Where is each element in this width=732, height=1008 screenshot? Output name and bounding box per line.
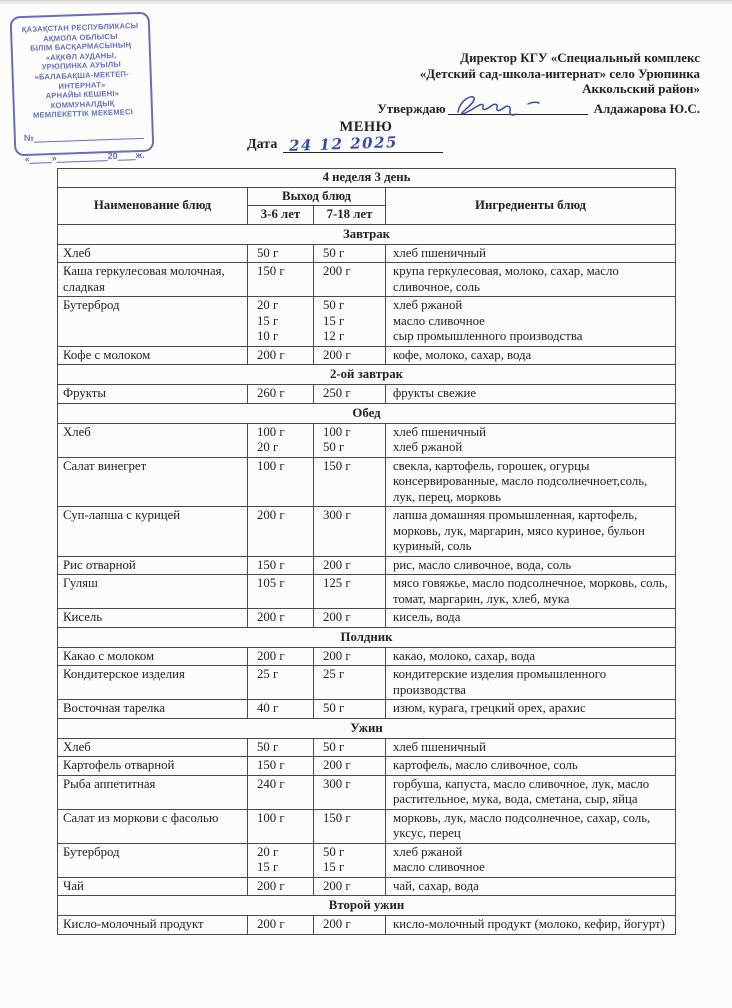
ingredients-cell xyxy=(386,297,676,347)
portion-3-6-cell-line: 105 г xyxy=(257,576,285,590)
ingredients-cell-line: картофель, масло сливочное, соль xyxy=(393,758,578,772)
portion-3-6-cell xyxy=(248,346,314,365)
portion-7-18-cell-line: 150 г xyxy=(323,458,351,473)
ingredients-cell xyxy=(386,385,676,404)
ingredients-cell xyxy=(386,423,676,457)
portion-7-18-cell xyxy=(314,916,386,935)
stamp-line: «БАЛАБАҚША-МЕКТЕП-ИНТЕРНАТ» xyxy=(34,69,129,91)
portion-3-6-cell-line: 50 г xyxy=(257,245,279,260)
stamp-line: УРЮПИНКА АУЫЛЫ xyxy=(41,60,122,72)
dish-name-cell-line: Салат винегрет xyxy=(63,458,147,473)
stamp-month-blank xyxy=(56,151,107,163)
dish-name-cell-line: Бутерброд xyxy=(63,844,120,859)
ingredients-cell-line: кондитерские изделия промышленного производства xyxy=(393,667,607,697)
column-header-row xyxy=(58,187,676,206)
portion-3-6-cell-line: 200 г xyxy=(257,347,285,362)
page-title: МЕНЮ xyxy=(339,119,393,135)
portion-7-18-cell-line: 250 г xyxy=(323,386,351,400)
col-header-age-7-18: 7-18 лет xyxy=(314,206,386,225)
portion-7-18-cell-line: 200 г xyxy=(323,648,351,663)
portion-7-18-cell-line: 300 г xyxy=(323,508,351,522)
portion-7-18-cell-line: 200 г xyxy=(323,264,351,278)
ingredients-cell xyxy=(386,700,676,719)
portion-3-6-cell xyxy=(248,809,314,843)
ingredients-cell-line: хлеб ржаной xyxy=(393,298,463,312)
stamp-year-suffix: ж. xyxy=(135,149,145,161)
portion-3-6-cell xyxy=(248,457,314,507)
portion-3-6-cell xyxy=(248,666,314,700)
portion-7-18-cell-line: 200 г xyxy=(323,610,351,624)
dish-name-cell-line: Кофе с молоком xyxy=(63,347,151,362)
portion-7-18-cell-line: 100 г xyxy=(323,424,351,439)
portion-7-18-cell xyxy=(314,507,386,557)
scan-artifact xyxy=(0,0,732,5)
dish-row xyxy=(58,423,676,457)
dish-row xyxy=(58,263,676,297)
menu-table-body xyxy=(58,169,676,935)
portion-7-18-cell-line: 200 г xyxy=(323,557,351,572)
portion-7-18-cell xyxy=(314,609,386,628)
ingredients-cell-line: мясо говяжье, масло подсолнечное, морковь, соль, томат, маргарин, лук, хлеб, мука xyxy=(393,576,668,606)
portion-7-18-cell xyxy=(314,738,386,757)
ingredients-cell-line: крупа геркулесовая, молоко, сахар, масло сливочное, соль xyxy=(393,264,619,294)
ingredients-cell-line: хлеб ржаной xyxy=(393,440,463,454)
portion-7-18-cell xyxy=(314,700,386,719)
stamp-line: КОММУНАЛДЫҚ xyxy=(50,98,115,110)
portion-3-6-cell xyxy=(248,575,314,609)
approval-line-2: «Детский сад-школа-интернат» село Урюпинка xyxy=(419,65,700,81)
ingredients-cell-line: лапша домашняя промышленная, картофель, морковь, лук, маргарин, мясо куриное, бульон куриный, соль xyxy=(393,508,645,553)
ingredients-cell xyxy=(386,775,676,809)
dish-name-cell-line: Салат из моркови с фасолью xyxy=(63,810,219,825)
dish-name-cell xyxy=(58,609,248,628)
meal-section-row xyxy=(58,403,676,423)
dish-name-cell-line: Бутерброд xyxy=(63,298,120,312)
dish-name-cell xyxy=(58,457,248,507)
ingredients-cell-line: хлеб ржаной xyxy=(393,844,463,859)
meal-section-title: Полдник xyxy=(58,627,676,647)
dish-name-cell xyxy=(58,916,248,935)
ingredients-cell xyxy=(386,666,676,700)
ingredients-cell xyxy=(386,647,676,666)
dish-name-cell-line: Чай xyxy=(63,878,84,893)
col-header-ingredients: Ингредиенты блюд xyxy=(386,187,676,224)
meal-section-row xyxy=(58,627,676,647)
portion-7-18-cell xyxy=(314,877,386,896)
dish-name-cell xyxy=(58,556,248,575)
portion-7-18-cell-line: 125 г xyxy=(323,576,351,590)
portion-7-18-cell xyxy=(314,666,386,700)
portion-3-6-cell-line: 20 г xyxy=(257,844,279,859)
approval-line-1: Директор КГУ «Специальный комплекс xyxy=(460,50,700,65)
portion-7-18-cell xyxy=(314,457,386,507)
dish-row xyxy=(58,244,676,263)
portion-7-18-cell xyxy=(314,843,386,877)
stamp-line: МЕМЛЕКЕТТІК МЕКЕМЕСІ xyxy=(32,107,134,121)
portion-7-18-cell xyxy=(314,775,386,809)
dish-row xyxy=(58,556,676,575)
ingredients-cell-line: масло сливочное xyxy=(393,313,485,328)
dish-name-cell xyxy=(58,297,248,347)
dish-name-cell-line: Хлеб xyxy=(63,245,91,260)
meal-section-title: Завтрак xyxy=(58,224,676,244)
portion-7-18-cell-line: 200 г xyxy=(323,917,351,931)
portion-3-6-cell xyxy=(248,609,314,628)
dish-name-cell-line: Картофель отварной xyxy=(63,758,175,772)
portion-3-6-cell-line: 100 г xyxy=(257,810,285,825)
portion-3-6-cell-line: 150 г xyxy=(257,758,285,772)
stamp-text-lines xyxy=(17,21,146,121)
dish-name-cell xyxy=(58,700,248,719)
portion-7-18-cell-line: 300 г xyxy=(323,776,351,791)
portion-7-18-cell-line: 50 г xyxy=(323,701,345,715)
portion-3-6-cell-line: 15 г xyxy=(257,860,279,874)
stamp-open-quote: « xyxy=(24,153,30,164)
ingredients-cell xyxy=(386,507,676,557)
portion-3-6-cell-line: 15 г xyxy=(257,313,279,328)
dish-name-cell xyxy=(58,757,248,776)
stamp-line: БІЛІМ БАСҚАРМАСЫНЫҢ xyxy=(29,40,132,53)
dish-name-cell xyxy=(58,666,248,700)
portion-7-18-cell xyxy=(314,556,386,575)
portion-3-6-cell xyxy=(248,244,314,263)
dish-name-cell-line: Кисель xyxy=(63,610,103,624)
dish-name-cell-line: Какао с молоком xyxy=(63,648,155,663)
portion-3-6-cell xyxy=(248,877,314,896)
dish-name-cell-line: Фрукты xyxy=(63,386,106,400)
portion-3-6-cell xyxy=(248,916,314,935)
portion-7-18-cell-line: 200 г xyxy=(323,347,351,362)
dish-name-cell-line: Хлеб xyxy=(63,424,91,439)
portion-7-18-cell-line: 50 г xyxy=(323,739,345,754)
signature-line xyxy=(448,99,588,115)
dish-row xyxy=(58,757,676,776)
portion-7-18-cell-line: 200 г xyxy=(323,878,351,893)
ingredients-cell-line: рис, масло сливочное, вода, соль xyxy=(393,557,572,572)
date-label: Дата xyxy=(247,137,278,152)
col-header-dish-name: Наименование блюд xyxy=(58,187,248,224)
portion-3-6-cell xyxy=(248,423,314,457)
portion-3-6-cell-line: 260 г xyxy=(257,386,285,400)
dish-name-cell xyxy=(58,809,248,843)
portion-7-18-cell xyxy=(314,385,386,404)
portion-7-18-cell xyxy=(314,263,386,297)
portion-3-6-cell-line: 20 г xyxy=(257,440,279,454)
dish-row xyxy=(58,843,676,877)
ingredients-cell xyxy=(386,809,676,843)
dish-row xyxy=(58,297,676,347)
dish-row xyxy=(58,385,676,404)
portion-7-18-cell-line: 50 г xyxy=(323,844,345,859)
stamp-year-blank xyxy=(117,150,135,161)
portion-3-6-cell xyxy=(248,297,314,347)
portion-7-18-cell-line: 25 г xyxy=(323,667,345,681)
portion-7-18-cell-line: 150 г xyxy=(323,810,351,825)
portion-3-6-cell-line: 200 г xyxy=(257,917,285,931)
dish-name-cell xyxy=(58,385,248,404)
portion-3-6-cell-line: 200 г xyxy=(257,508,285,522)
dish-row xyxy=(58,457,676,507)
dish-row xyxy=(58,700,676,719)
dish-name-cell-line: Суп-лапша с курицей xyxy=(63,508,181,522)
ingredients-cell xyxy=(386,738,676,757)
portion-3-6-cell-line: 240 г xyxy=(257,776,285,791)
approval-block xyxy=(330,50,700,117)
dish-row xyxy=(58,575,676,609)
ingredients-cell xyxy=(386,244,676,263)
dish-name-cell xyxy=(58,263,248,297)
week-day-header: 4 неделя 3 день xyxy=(58,169,676,188)
portion-7-18-cell xyxy=(314,575,386,609)
portion-7-18-cell-line: 12 г xyxy=(323,329,345,343)
dish-name-cell xyxy=(58,647,248,666)
stamp-date-line xyxy=(21,150,147,164)
ingredients-cell xyxy=(386,556,676,575)
meal-section-row xyxy=(58,224,676,244)
dish-name-cell xyxy=(58,877,248,896)
portion-3-6-cell xyxy=(248,507,314,557)
dish-name-cell xyxy=(58,575,248,609)
portion-3-6-cell xyxy=(248,757,314,776)
dish-name-cell xyxy=(58,843,248,877)
ingredients-cell-line: какао, молоко, сахар, вода xyxy=(393,648,536,663)
portion-7-18-cell xyxy=(314,244,386,263)
portion-3-6-cell xyxy=(248,738,314,757)
ingredients-cell xyxy=(386,457,676,507)
dish-row xyxy=(58,666,676,700)
stamp-year-prefix: 20 xyxy=(107,150,118,162)
portion-3-6-cell-line: 20 г xyxy=(257,298,279,312)
portion-7-18-cell xyxy=(314,346,386,365)
dish-name-cell xyxy=(58,738,248,757)
portion-3-6-cell-line: 150 г xyxy=(257,557,285,572)
ingredients-cell-line: хлеб пшеничный xyxy=(393,424,486,439)
portion-3-6-cell-line: 200 г xyxy=(257,648,285,663)
dish-name-cell-line: Кондитерское изделия xyxy=(63,667,185,681)
stamp-line: АРНАЙЫ КЕШЕНІ» xyxy=(45,88,120,101)
meal-section-row xyxy=(58,896,676,916)
ingredients-cell-line: чай, сахар, вода xyxy=(393,878,479,893)
dish-name-cell xyxy=(58,423,248,457)
ingredients-cell-line: кисло-молочный продукт (молоко, кефир, йогурт) xyxy=(393,917,665,931)
ingredients-cell-line: масло сливочное xyxy=(393,860,485,874)
dish-row xyxy=(58,916,676,935)
portion-7-18-cell-line: 50 г xyxy=(323,245,345,260)
meal-section-title: Ужин xyxy=(58,718,676,738)
date-row xyxy=(247,135,443,153)
ingredients-cell-line: горбуша, капуста, масло сливочное, лук, масло растительное, мука, вода, сметана, сыр, яйца xyxy=(393,776,650,806)
menu-table xyxy=(57,168,676,935)
ingredients-cell-line: хлеб пшеничный xyxy=(393,739,486,754)
dish-row xyxy=(58,647,676,666)
portion-3-6-cell-line: 100 г xyxy=(257,424,285,439)
portion-3-6-cell-line: 25 г xyxy=(257,667,279,681)
portion-3-6-cell xyxy=(248,647,314,666)
portion-3-6-cell-line: 50 г xyxy=(257,739,279,754)
ingredients-cell-line: фрукты свежие xyxy=(393,386,477,400)
ingredients-cell-line: изюм, курага, грецкий орех, арахис xyxy=(393,701,586,715)
portion-7-18-cell-line: 50 г xyxy=(323,440,345,454)
meal-section-title: 2-ой завтрак xyxy=(58,365,676,385)
portion-7-18-cell-line: 200 г xyxy=(323,758,351,772)
portion-3-6-cell-line: 200 г xyxy=(257,610,285,624)
dish-name-cell xyxy=(58,507,248,557)
ingredients-cell xyxy=(386,575,676,609)
dish-name-cell-line: Хлеб xyxy=(63,739,91,754)
signature-icon xyxy=(450,92,570,118)
portion-3-6-cell-line: 200 г xyxy=(257,878,285,893)
ingredients-cell-line: хлеб пшеничный xyxy=(393,245,486,260)
meal-section-title: Обед xyxy=(58,403,676,423)
dish-row xyxy=(58,809,676,843)
stamp-line: «АҚКӨЛ АУДАНЫ, xyxy=(45,50,117,63)
dish-name-cell-line: Восточная тарелка xyxy=(63,701,166,715)
portion-7-18-cell xyxy=(314,297,386,347)
stamp-line: АҚМОЛА ОБЛЫСЫ xyxy=(42,31,118,43)
dish-row xyxy=(58,507,676,557)
meal-section-row xyxy=(58,365,676,385)
ingredients-cell-line: свекла, картофель, горошек, огурцы консервированные, масло подсолнечноет,соль, лук, перец, морковь xyxy=(393,458,648,504)
dish-name-cell xyxy=(58,775,248,809)
portion-3-6-cell xyxy=(248,843,314,877)
stamp-number-label: № xyxy=(23,132,35,143)
stamp-close-quote: » xyxy=(51,152,57,164)
dish-name-cell-line: Каша геркулесовая молочная, сладкая xyxy=(63,264,225,294)
portion-3-6-cell xyxy=(248,775,314,809)
ingredients-cell xyxy=(386,877,676,896)
approver-name: Алдажарова Ю.С. xyxy=(593,101,700,116)
portion-3-6-cell-line: 150 г xyxy=(257,264,285,278)
ingredients-cell xyxy=(386,346,676,365)
ingredients-cell-line: морковь, лук, масло подсолнечное, сахар, соль, уксус, перец xyxy=(393,810,651,840)
col-header-age-3-6: 3-6 лет xyxy=(248,206,314,225)
stamp-day-blank xyxy=(29,153,51,164)
approval-line-3: Аккольский район» xyxy=(582,81,700,96)
portion-3-6-cell xyxy=(248,556,314,575)
dish-name-cell-line: Рыба аппетитная xyxy=(63,776,156,791)
ingredients-cell xyxy=(386,843,676,877)
dish-row xyxy=(58,775,676,809)
ingredients-cell xyxy=(386,263,676,297)
ingredients-cell xyxy=(386,609,676,628)
week-day-row xyxy=(58,169,676,188)
portion-3-6-cell-line: 40 г xyxy=(257,701,279,715)
portion-7-18-cell-line: 50 г xyxy=(323,298,345,312)
dish-name-cell-line: Гуляш xyxy=(63,576,98,590)
portion-3-6-cell xyxy=(248,385,314,404)
dish-name-cell xyxy=(58,346,248,365)
portion-7-18-cell-line: 15 г xyxy=(323,313,345,328)
portion-3-6-cell xyxy=(248,263,314,297)
meal-section-row xyxy=(58,718,676,738)
handwritten-date: 24 12 2025 xyxy=(289,133,399,155)
ingredients-cell-line: кисель, вода xyxy=(393,610,461,624)
dish-row xyxy=(58,346,676,365)
ingredients-cell-line: сыр промышленного производства xyxy=(393,329,583,343)
stamp-line: ҚАЗАҚСТАН РЕСПУБЛИКАСЫ xyxy=(21,21,139,35)
portion-7-18-cell xyxy=(314,423,386,457)
portion-3-6-cell-line: 100 г xyxy=(257,458,285,473)
dish-name-cell-line: Кисло-молочный продукт xyxy=(63,917,204,931)
portion-3-6-cell-line: 10 г xyxy=(257,329,279,343)
portion-7-18-cell xyxy=(314,809,386,843)
col-header-output: Выход блюд xyxy=(248,187,386,206)
dish-name-cell xyxy=(58,244,248,263)
approval-signature-row xyxy=(330,99,700,117)
portion-7-18-cell xyxy=(314,647,386,666)
approve-label: Утверждаю xyxy=(377,101,446,116)
date-blank-line xyxy=(283,135,443,153)
ingredients-cell xyxy=(386,757,676,776)
meal-section-title: Второй ужин xyxy=(58,896,676,916)
ingredients-cell xyxy=(386,916,676,935)
dish-row xyxy=(58,877,676,896)
portion-7-18-cell xyxy=(314,757,386,776)
dish-name-cell-line: Рис отварной xyxy=(63,557,136,572)
portion-7-18-cell-line: 15 г xyxy=(323,860,345,874)
portion-3-6-cell xyxy=(248,700,314,719)
dish-row xyxy=(58,609,676,628)
ingredients-cell-line: кофе, молоко, сахар, вода xyxy=(393,347,532,362)
dish-row xyxy=(58,738,676,757)
